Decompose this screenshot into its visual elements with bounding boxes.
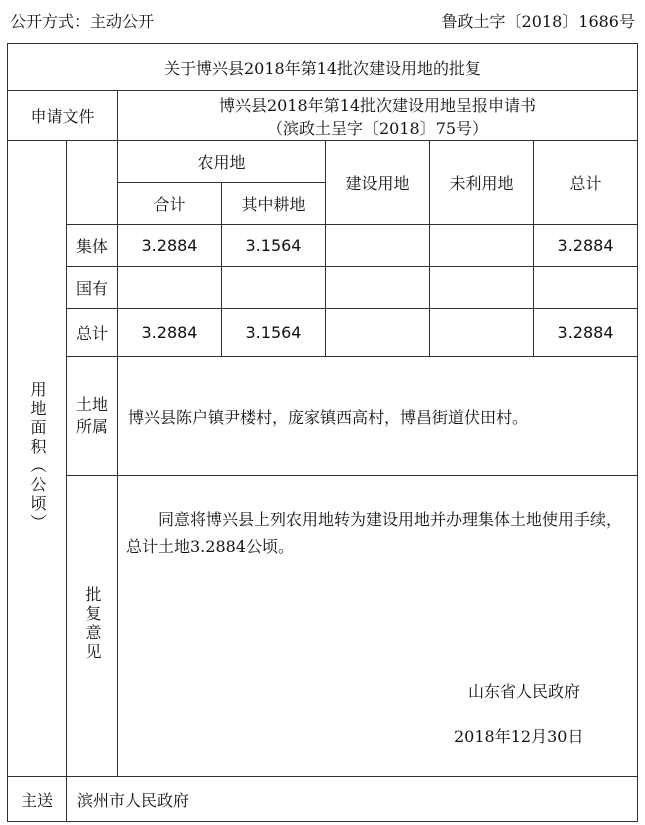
collective-construction	[326, 225, 430, 267]
state-farmland-total	[118, 267, 222, 309]
recipient-label: 主送	[8, 777, 67, 822]
state-construction	[326, 267, 430, 309]
application-document	[118, 91, 638, 141]
land-area-label: 用地面积（公顷）	[28, 380, 47, 533]
state-total	[534, 267, 638, 309]
approval-text: 同意将博兴县上列农用地转为建设用地并办理集体土地使用手续，总计土地3.2884公顷。	[126, 510, 623, 556]
approval-form-table	[7, 43, 638, 822]
row-label-state-owned: 国有	[67, 267, 118, 309]
header-farmland: 农用地	[118, 141, 326, 183]
header-farmland-total: 合计	[118, 183, 222, 225]
signature-date: 2018年12月30日	[454, 727, 584, 746]
approval-label: 批复意见	[83, 586, 102, 662]
table-row	[8, 309, 638, 357]
application-label: 申请文件	[8, 91, 118, 141]
approval-content	[118, 476, 638, 777]
document-title: 关于博兴县2018年第14批次建设用地的批复	[8, 44, 638, 91]
header-cultivated: 其中耕地	[222, 183, 326, 225]
disclosure-method: 公开方式：主动公开	[10, 12, 155, 31]
recipient-value: 滨州市人民政府	[67, 777, 638, 822]
collective-cultivated: 3.1564	[222, 225, 326, 267]
table-row	[8, 267, 638, 309]
location-label: 土地所属	[75, 395, 108, 436]
total-cultivated: 3.1564	[222, 309, 326, 357]
row-label-total: 总计	[67, 309, 118, 357]
document-number: 鲁政土字〔2018〕1686号	[441, 12, 635, 31]
total-total: 3.2884	[534, 309, 638, 357]
application-line-2: （滨政土呈字〔2018〕75号）	[266, 118, 489, 138]
total-construction	[326, 309, 430, 357]
state-cultivated	[222, 267, 326, 309]
collective-unused	[430, 225, 534, 267]
application-line-1: 博兴县2018年第14批次建设用地呈报申请书	[218, 95, 537, 115]
empty-corner-cell	[67, 141, 118, 225]
location-value: 博兴县陈户镇尹楼村，庞家镇西高村，博昌街道伏田村。	[118, 357, 638, 476]
total-farmland-total: 3.2884	[118, 309, 222, 357]
land-area-label-cell	[8, 141, 67, 777]
approval-label-cell	[67, 476, 118, 777]
signature-organization: 山东省人民政府	[468, 682, 581, 701]
header-unused: 未利用地	[430, 141, 534, 225]
collective-total: 3.2884	[534, 225, 638, 267]
collective-farmland-total: 3.2884	[118, 225, 222, 267]
location-label-cell	[67, 357, 118, 476]
table-row	[8, 225, 638, 267]
state-unused	[430, 267, 534, 309]
row-label-collective: 集体	[67, 225, 118, 267]
header-construction: 建设用地	[326, 141, 430, 225]
total-unused	[430, 309, 534, 357]
header-total: 总计	[534, 141, 638, 225]
